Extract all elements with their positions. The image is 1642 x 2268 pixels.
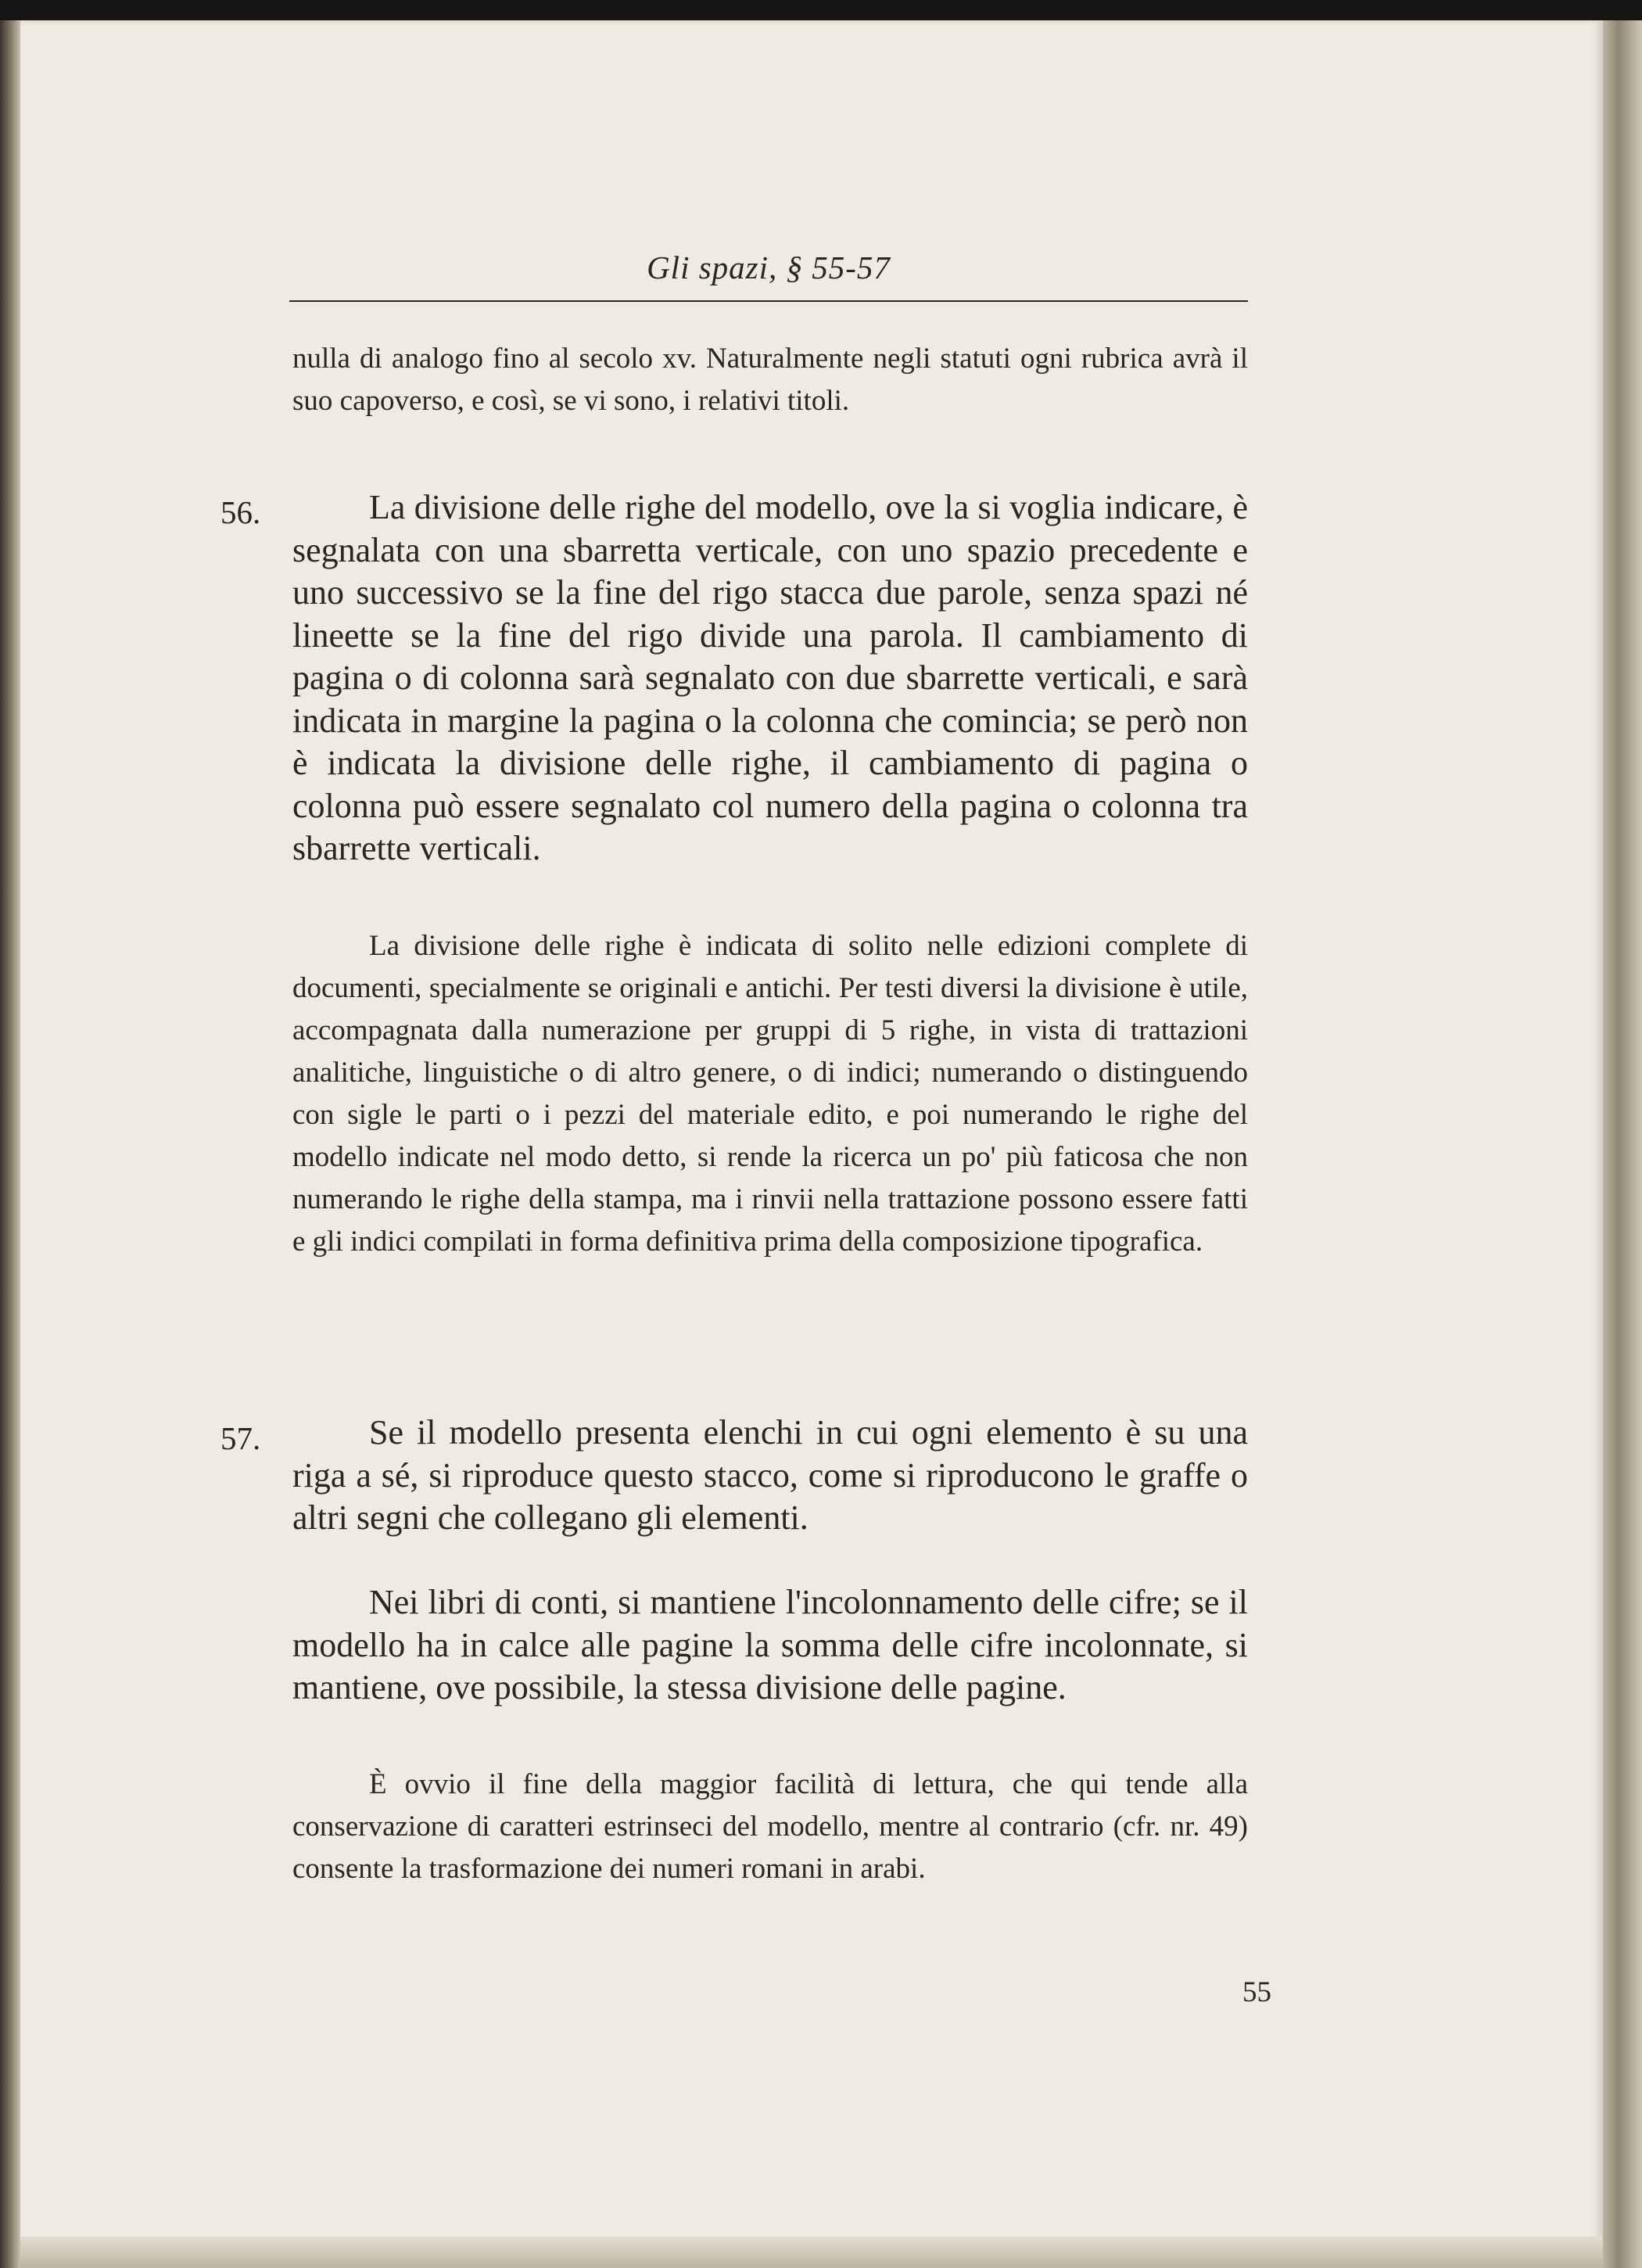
section-number-57: 57. (220, 1420, 261, 1456)
section-56-note: La divisione delle righe è indicata di solito nelle edizioni complete di documenti, specialmente se originali e antichi. Per testi diversi la divisione è utile, accompagnata dalla numerazione per gruppi di 5 righe, in vista di trattazioni analitiche, linguistiche o di altro genere, o di indici; numerando o distinguendo con sigle le parti o i pezzi del materiale edito, e poi numerando le righe del modello indicate nel modo detto, si rende la ricerca un po' più faticosa che non numerando le righe della stampa, ma i rinvii nella trattazione possono essere fatti e gli indici compilati in forma definitiva prima della composizione tipografica. (292, 930, 1248, 1258)
section-57-text: Se il modello presenta elenchi in cui ogni elemento è su una riga a sé, si riproduce questo stacco, come si riproducono le graffe o altri segni che collegano gli elementi. (292, 1413, 1248, 1537)
book-bottom-edge (20, 2237, 1603, 2268)
paragraph-55-continuation: nulla di analogo fino al secolo xv. Naturalmente negli statuti ogni rubrica avrà il suo capoverso, e così, se vi sono, i relativi titoli. (292, 343, 1248, 417)
scan-top-border (0, 0, 1642, 20)
section-57-note: È ovvio il fine della maggior facilità di lettura, che qui tende alla conservazione di caratteri estrinseci del modello, mentre al contrario (cfr. nr. 49) consente la trasformazione dei numeri romani in arabi. (292, 1768, 1248, 1885)
running-head-rule (289, 300, 1248, 302)
section-57-text-2: Nei libri di conti, si mantiene l'incolonnamento delle cifre; se il modello ha in calce alle pagine la somma delle cifre incolonnate, si mantiene, ove possibile, la stessa divisione delle pagine. (292, 1583, 1248, 1706)
book-gutter-edge (0, 20, 20, 2268)
section-number-56: 56. (220, 494, 261, 530)
section-56-text: La divisione delle righe del modello, ove la si voglia indicare, è segnalata con una sbarretta verticale, con uno spazio precedente e uno successivo se la fine del rigo stacca due parole, senza spazi né lineette se la fine del rigo divide una parola. Il cambiamento di pagina o di colonna sarà segnalato con due sbarrette verticali, e sarà indicata in margine la pagina o la colonna che comincia; se però non è indicata la divisione delle righe, il cambiamento di pagina o colonna può essere segnalato col numero della pagina o colonna tra sbarrette verticali. (292, 488, 1248, 867)
running-head: Gli spazi, § 55-57 (647, 249, 891, 285)
book-fore-edge (1603, 20, 1642, 2268)
page-number: 55 (1242, 1976, 1271, 2008)
